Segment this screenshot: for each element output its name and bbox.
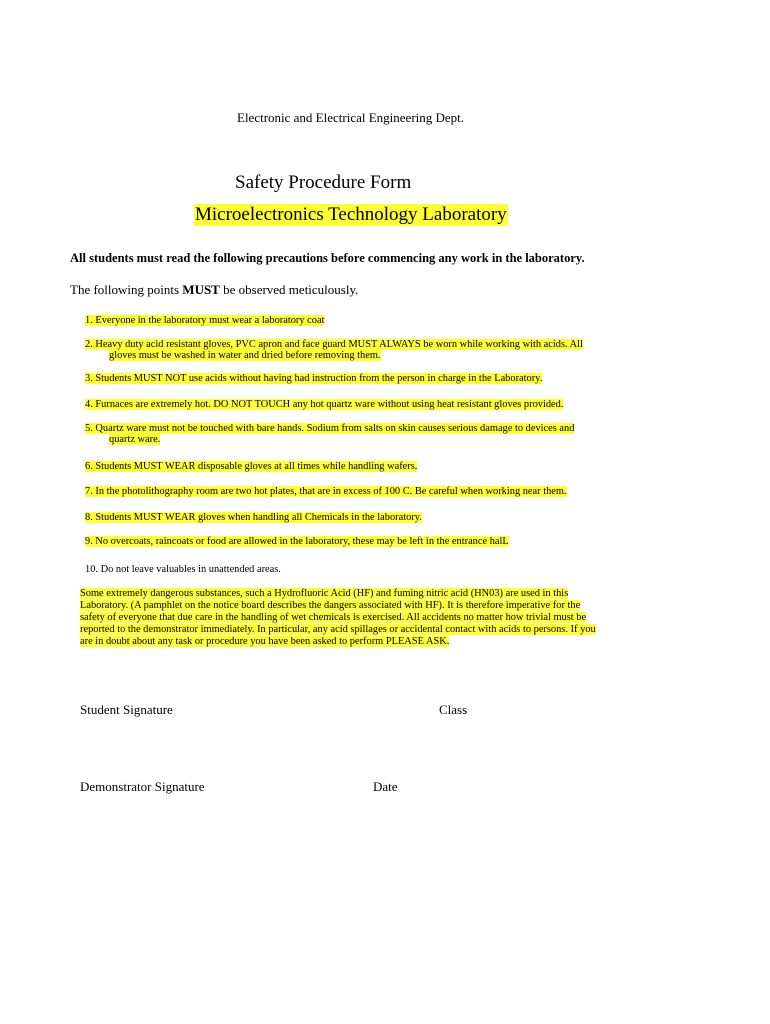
warning-line xyxy=(80,624,596,636)
warning-line-text: are in doubt about any task or procedure you have been asked to perform PLEASE ASK. xyxy=(80,636,450,647)
warning-line xyxy=(80,612,586,624)
demonstrator-signature-label: Demonstrator Signature xyxy=(80,779,205,794)
rule-1-line-1: 1. Everyone in the laboratory must wear a laboratory coat xyxy=(85,315,325,326)
rule-2-continuation xyxy=(109,350,381,362)
rule-5-continuation xyxy=(109,434,160,446)
class-label: Class xyxy=(439,702,468,717)
rule-5 xyxy=(85,423,574,435)
rule-1 xyxy=(85,315,324,327)
form-title: Safety Procedure Form xyxy=(235,172,412,193)
student-signature-label: Student Signature xyxy=(80,702,173,717)
warning-line-text: reported to the demonstrator immediately. In particular, any acid spillages or accidental contact with acids to persons. If you xyxy=(80,624,596,635)
rule-5-line-1: 5. Quartz ware must not be touched with bare hands. Sodium from salts on skin causes serious damage to devices and xyxy=(85,423,575,434)
rule-7 xyxy=(85,486,567,498)
rule-4-line-1: 4. Furnaces are extremely hot. DO NOT TOUCH any hot quartz ware without using heat resistant gloves provided. xyxy=(85,399,564,410)
lab-name: Microelectronics Technology Laboratory xyxy=(195,204,507,225)
rule-5-line-2: quartz ware. xyxy=(109,434,161,445)
warning-line xyxy=(80,636,449,648)
intro-emphasis: MUST xyxy=(182,282,220,297)
warning-line-text: Some extremely dangerous substances, such a Hydrofluoric Acid (HF) and fuming nitric acid (HN03) are used in this xyxy=(80,588,569,599)
department-heading: Electronic and Electrical Engineering Dept. xyxy=(237,110,465,125)
intro-text-after: be observed meticulously. xyxy=(219,282,359,297)
date-label: Date xyxy=(373,779,398,794)
precaution-notice: All students must read the following precautions before commencing any work in the laboratory. xyxy=(70,251,585,265)
rule-7-line-1: 7. In the photolithography room are two hot plates, that are in excess of 100 C. Be careful when working near them. xyxy=(85,486,567,497)
rule-2-line-2: gloves must be washed in water and dried before removing them. xyxy=(109,350,381,361)
warning-line-text: Laboratory. (A pamphlet on the notice board describes the dangers associated with HF). It is therefore imperative for the xyxy=(80,600,581,611)
rule-3 xyxy=(85,373,542,385)
rule-2 xyxy=(85,339,583,351)
rule-10-line-1: 10. Do not leave valuables in unattended areas. xyxy=(85,564,281,575)
rule-4 xyxy=(85,399,563,411)
rule-6 xyxy=(85,461,417,473)
rule-6-line-1: 6. Students MUST WEAR disposable gloves at all times while handling wafers. xyxy=(85,461,418,472)
warning-line xyxy=(80,588,568,600)
rule-8-line-1: 8. Students MUST WEAR gloves when handling all Chemicals in the laboratory. xyxy=(85,512,422,523)
rule-9-line-1: 9. No overcoats, raincoats or food are allowed in the laboratory, these may be left in the entrance halL xyxy=(85,536,509,547)
rule-2-line-1: 2. Heavy duty acid resistant gloves, PVC apron and face guard MUST ALWAYS be worn while working with acids. All xyxy=(85,339,583,350)
rule-10 xyxy=(85,564,281,576)
rule-9 xyxy=(85,536,509,548)
intro-text-before: The following points xyxy=(70,282,183,297)
intro-sentence xyxy=(70,282,358,298)
warning-line-text: safety of everyone that due care in the handling of wet chemicals is exercised. All accidents no matter how trivial must be xyxy=(80,612,587,623)
rule-3-line-1: 3. Students MUST NOT use acids without having had instruction from the person in charge in the Laboratory. xyxy=(85,373,543,384)
rule-8 xyxy=(85,512,422,524)
warning-line xyxy=(80,600,580,612)
